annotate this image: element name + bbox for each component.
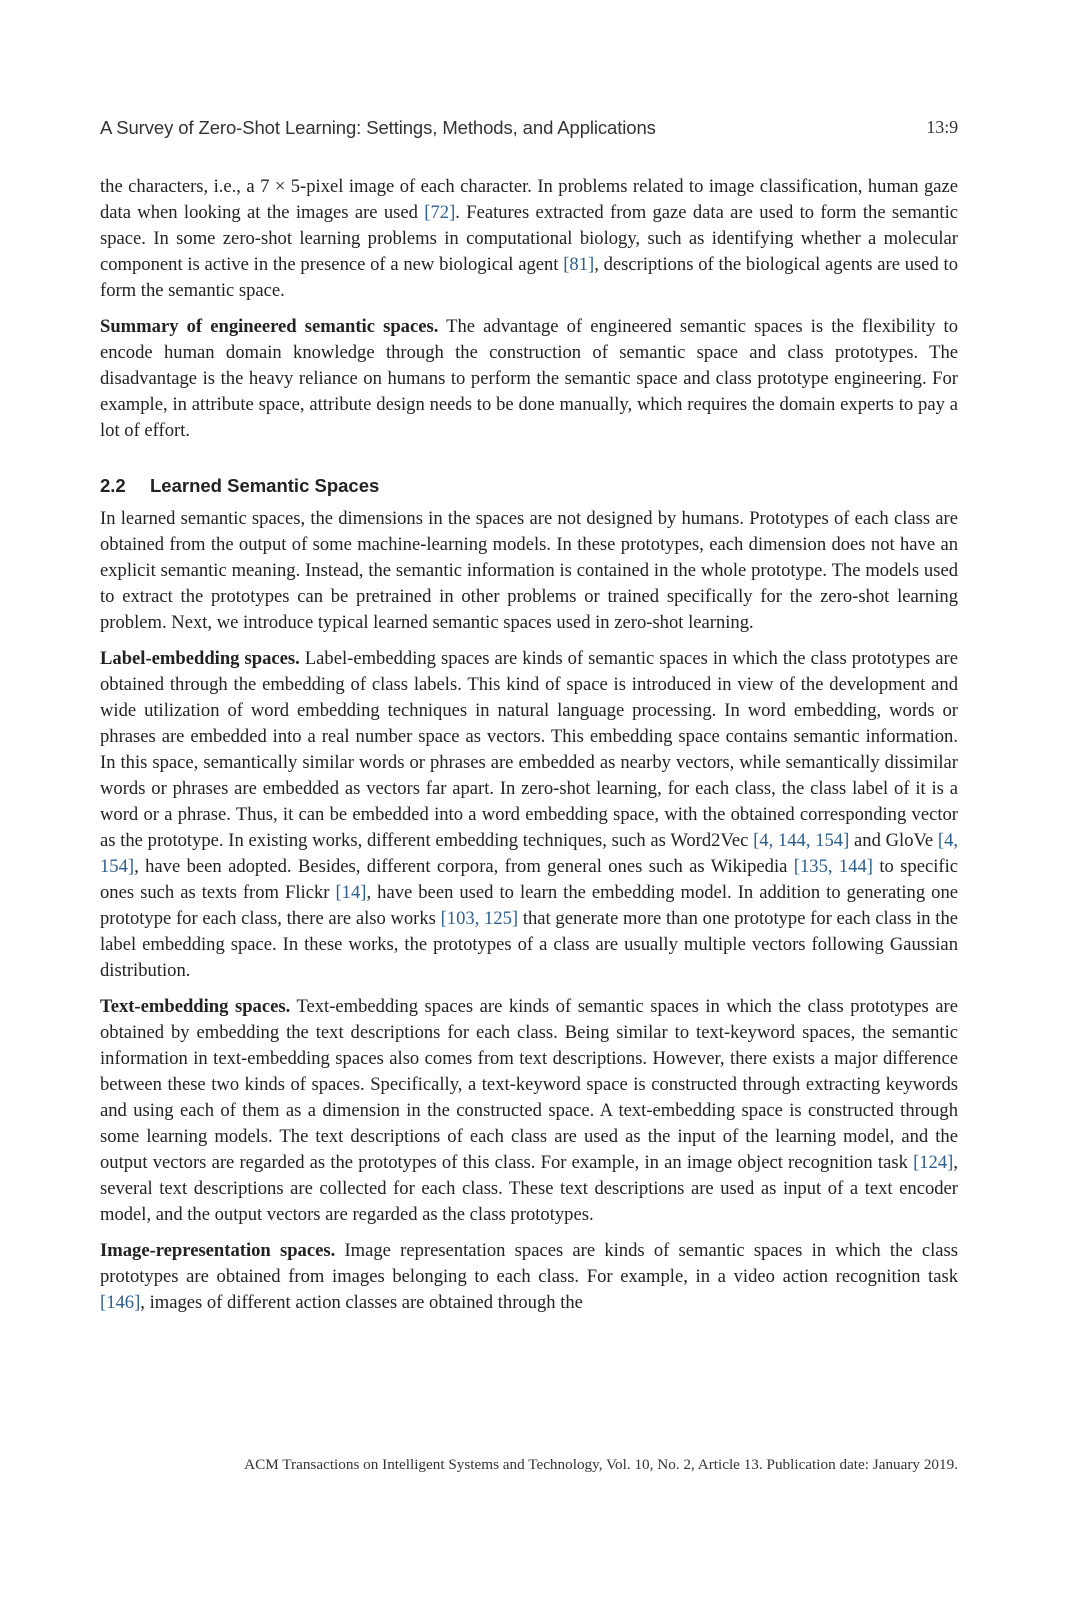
- section-heading: [100, 474, 958, 498]
- paragraph: [100, 174, 958, 304]
- text-run: The advantage of engineered semantic spaces is the flexibility to encode human domain knowledge through the construction of semantic space and class prototypes. The disadvantage is the heavy reliance on humans to perform the semantic space and class prototype engineering. For example, in attribute space, attribute design needs to be done manually, which requires the domain experts to pay a lot of effort.: [100, 316, 958, 441]
- citation-link[interactable]: [103, 125]: [440, 908, 519, 929]
- text-run: , descriptions of the biological agents are used to form the semantic space.: [100, 254, 959, 301]
- running-header: [100, 117, 958, 139]
- citation-link[interactable]: [14]: [335, 882, 367, 903]
- text-run: Image representation spaces are kinds of semantic spaces in which the class prototypes are obtained from images belonging to each class. For example, in a video action recognition task: [100, 1240, 959, 1287]
- running-title: A Survey of Zero-Shot Learning: Settings, Methods, and Applications: [100, 117, 656, 138]
- text-run: Label-embedding spaces are kinds of semantic spaces in which the class prototypes are obtained through the embedding of class labels. This kind of space is introduced in view of the development and wide utilization of word embedding techniques in natural language processing. In word embedding, words or phrases are embedded into a real number space as vectors. This embedding space contains semantic information. In this space, semantically similar words or phrases are embedded as nearby vectors, while semantically dissimilar words or phrases are embedded as vectors far apart. In zero-shot learning, for each class, the class label of it is a word or a phrase. Thus, it can be embedded into a word embedding space, with the obtained corresponding vector as the prototype. In existing works, different embedding techniques, such as Word2Vec: [100, 648, 958, 851]
- paragraph-learned-intro: [100, 506, 958, 636]
- citation-link[interactable]: [81]: [563, 254, 595, 275]
- text-run: , images of different action classes are obtained through the: [140, 1292, 583, 1313]
- run-in-heading: Label-embedding spaces.: [100, 648, 300, 669]
- citation-link[interactable]: [4, 154]: [100, 830, 959, 877]
- text-run: Text-embedding spaces are kinds of semantic spaces in which the class prototypes are obtained by embedding the text descriptions for each class. Being similar to text-keyword spaces, the semantic information in text-embedding spaces also comes from text descriptions. However, there exists a major difference between these two kinds of spaces. Specifically, a text-keyword space is constructed through extracting keywords and using each of them as a dimension in the constructed space. A text-embedding space is constructed through some learning models. The text descriptions of each class are used as the input of the learning model, and the output vectors are regarded as the prototypes of this class. For example, in an image object recognition task: [100, 996, 958, 1173]
- text-run: , have been adopted. Besides, different corpora, from general ones such as Wikipedia: [134, 856, 794, 877]
- text-run: to specific ones such as texts from Flickr: [100, 856, 958, 903]
- text-run: . Features extracted from gaze data are used to form the semantic space. In some zero-shot learning problems in computational biology, such as identifying whether a molecular component is active in the presence of a new biological agent: [100, 202, 959, 275]
- text-run: and GloVe: [849, 830, 938, 851]
- journal-citation: ACM Transactions on Intelligent Systems and Technology, Vol. 10, No. 2, Article 13. Publication date: January 2019.: [244, 1456, 958, 1473]
- citation-link[interactable]: [72]: [424, 202, 456, 223]
- text-run: , several text descriptions are collected for each class. These text descriptions are used as input of a text encoder model, and the output vectors are regarded as the class prototypes.: [100, 1152, 958, 1225]
- paragraph-text-embedding: [100, 994, 958, 1228]
- section-title: Learned Semantic Spaces: [150, 475, 380, 496]
- text-run: , have been used to learn the embedding model. In addition to generating one prototype for each class, there are also works: [100, 882, 958, 929]
- page-footer: [100, 1456, 958, 1474]
- text-run: that generate more than one prototype for each class in the label embedding space. In these works, the prototypes of a class are usually multiple vectors following Gaussian distribution.: [100, 908, 958, 981]
- paragraph-engineered-summary: [100, 314, 958, 444]
- body-text: [100, 174, 958, 1326]
- text-run: In learned semantic spaces, the dimensions in the spaces are not designed by humans. Prototypes of each class are obtained from the output of some machine-learning models. In these prototypes, each dimension does not have an explicit semantic meaning. Instead, the semantic information is contained in the whole prototype. The models used to extract the prototypes can be pretrained in other problems or trained specifically for the zero-shot learning problem. Next, we introduce typical learned semantic spaces used in zero-shot learning.: [100, 508, 958, 633]
- citation-link[interactable]: [124]: [913, 1152, 954, 1173]
- paragraph-label-embedding: [100, 646, 958, 984]
- run-in-heading: Summary of engineered semantic spaces.: [100, 316, 439, 337]
- citation-link[interactable]: [4, 144, 154]: [753, 830, 850, 851]
- run-in-heading: Text-embedding spaces.: [100, 996, 291, 1017]
- citation-link[interactable]: [135, 144]: [793, 856, 873, 877]
- citation-link[interactable]: [146]: [100, 1292, 141, 1313]
- section-number: 2.2: [100, 475, 126, 496]
- paragraph-image-representation: [100, 1238, 958, 1316]
- text-run: the characters, i.e., a 7 × 5-pixel image of each character. In problems related to image classification, human gaze data when looking at the images are used: [100, 176, 958, 223]
- page-number: 13:9: [926, 117, 958, 137]
- run-in-heading: Image-representation spaces.: [100, 1240, 336, 1261]
